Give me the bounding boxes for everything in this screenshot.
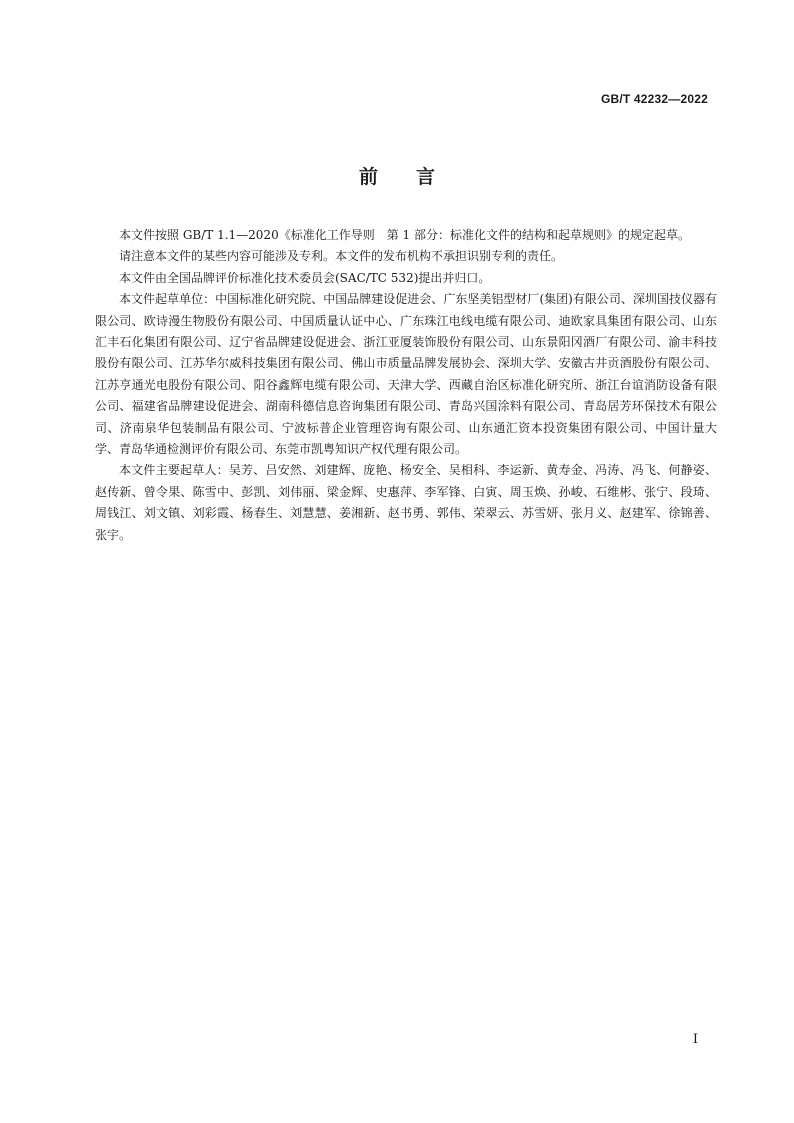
page-number: I <box>692 1032 698 1047</box>
paragraph-patent-notice: 请注意本文件的某些内容可能涉及专利。本文件的发布机构不承担识别专利的责任。 <box>119 249 564 264</box>
standard-number: GB/T 42232—2022 <box>600 92 708 106</box>
paragraph-drafting-units: 本文件起草单位：中国标准化研究院、中国品牌建设促进会、广东坚美铝型材厂(集团)有限公司、深圳国技仪器有限公司、欧诗漫生物股份有限公司、中国质量认证中心、广东珠江电线电缆有限公司、迪欧家具集团有限公司、山东汇丰石化集团有限公司、辽宁省品牌建设促进会、浙江亚厦装饰股份有限公司、山东景阳冈酒厂有限公司、渝丰科技股份有限公司、江苏华尔威科技集团有限公司、佛山市质量品牌发展协会、深圳大学、安徽古井贡酒股份有限公司、江苏亨通光电股份有限公司、阳谷鑫辉电缆有限公司、天津大学、西藏自治区标准化研究所、浙江台谊消防设备有限公司、福建省品牌建设促进会、湖南科德信息咨询集团有限公司、青岛兴国涂料有限公司、青岛居芳环保技术有限公司、济南泉华包装制品有限公司、宁波标普企业管理咨询有限公司、山东通汇资本投资集团有限公司、中国计量大学、青岛华通检测评价有限公司、东莞市凯粤知识产权代理有限公司。 <box>95 292 717 457</box>
paragraph-committee: 本文件由全国品牌评价标准化技术委员会(SAC/TC 532)提出并归口。 <box>119 270 491 285</box>
paragraph-drafting-rules: 本文件按照 GB/T 1.1—2020《标准化工作导则 第 1 部分：标准化文件的结构和起草规则》的规定起草。 <box>119 228 690 242</box>
paragraph-drafters: 本文件主要起草人：吴芳、吕安然、刘建辉、庞艳、杨安全、吴相科、李运新、黄寿金、冯涛、冯飞、何静姿、赵传新、曾令果、陈雪中、彭凯、刘伟丽、梁金辉、史惠萍、李军锋、白寅、周玉焕、孙峻、石维彬、张宁、段琦、周钱江、刘文镇、刘彩霞、杨春生、刘慧慧、姜湘新、赵书勇、郭伟、荣翠云、苏雪妍、张月义、赵建军、徐锦善、张宇。 <box>95 463 717 542</box>
preface-body <box>95 225 717 546</box>
page-title: 前言 <box>358 166 473 188</box>
